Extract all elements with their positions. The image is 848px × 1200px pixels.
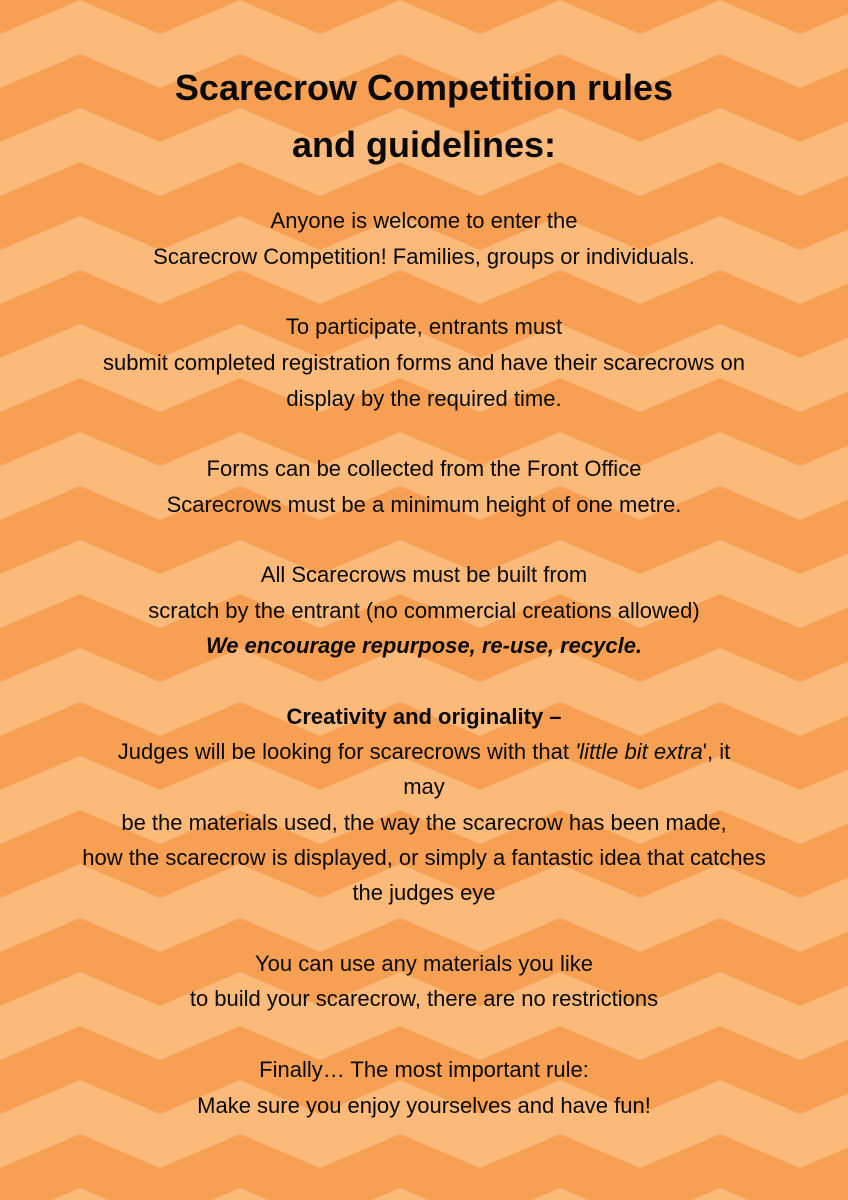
build-motto: We encourage repurpose, re-use, recycle. <box>205 633 643 658</box>
participate-line-3: display by the required time. <box>286 386 562 411</box>
build-line-2: scratch by the entrant (no commercial creations allowed) <box>148 598 700 623</box>
materials-line-2: to build your scarecrow, there are no restrictions <box>189 986 659 1011</box>
forms-line-2: Scarecrows must be a minimum height of one metre. <box>166 492 682 517</box>
creativity-line-1-emphasis: 'little bit extra <box>575 739 703 764</box>
title-line-1: Scarecrow Competition rules <box>174 67 674 108</box>
participate-line-2: submit completed registration forms and have their scarecrows on <box>103 350 745 375</box>
title-line-2: and guidelines: <box>291 124 557 165</box>
entry-line-1: Anyone is welcome to enter the <box>270 208 578 233</box>
entry-line-2: Scarecrow Competition! Families, groups or individuals. <box>153 244 695 269</box>
creativity-line-3: be the materials used, the way the scarecrow has been made, <box>121 810 727 835</box>
creativity-line-1 <box>0 737 848 767</box>
build-line-1: All Scarecrows must be built from <box>260 562 588 587</box>
creativity-heading: Creativity and originality – <box>286 704 562 729</box>
materials-line-1: You can use any materials you like <box>255 951 593 976</box>
finally-line-2: Make sure you enjoy yourselves and have fun! <box>197 1093 651 1118</box>
creativity-line-4: how the scarecrow is displayed, or simply a fantastic idea that catches <box>82 845 766 870</box>
creativity-line-5: the judges eye <box>352 880 496 905</box>
creativity-line-1-end: ', it <box>702 739 731 764</box>
forms-line-1: Forms can be collected from the Front Office <box>206 456 642 481</box>
participate-line-1: To participate, entrants must <box>285 314 563 339</box>
finally-line-1: Finally… The most important rule: <box>259 1057 589 1082</box>
creativity-line-2: may <box>403 774 445 799</box>
creativity-line-1-start: Judges will be looking for scarecrows with that <box>117 739 576 764</box>
